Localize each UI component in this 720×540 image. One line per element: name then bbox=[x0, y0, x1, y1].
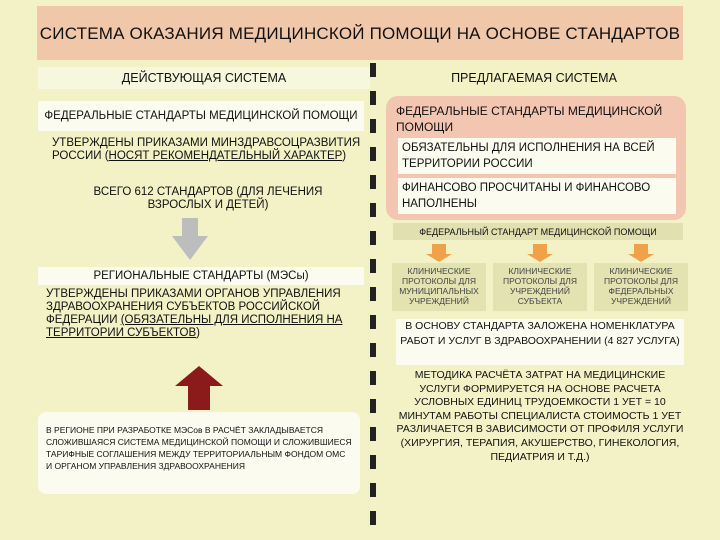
finance-text: ФИНАНСОВО ПРОСЧИТАНЫ И ФИНАНСОВО НАПОЛНЕНЫ bbox=[402, 182, 651, 210]
total-standards-text: ВСЕГО 612 СТАНДАРТОВ (ДЛЯ ЛЕЧЕНИЯ ВЗРОСЛЫХ И ДЕТЕЙ) bbox=[93, 186, 323, 211]
proposed-federal-title: ФЕДЕРАЛЬНЫЕ СТАНДАРТЫ МЕДИЦИНСКОЙ ПОМОЩИ bbox=[396, 104, 663, 134]
mandatory-regional-note: (ОБЯЗАТЕЛЬНЫ ДЛЯ ИСПОЛНЕНИЯ НА ТЕРРИТОРИИ СУБЪЕКТОВ bbox=[46, 314, 343, 339]
up-arrow-icon bbox=[175, 366, 223, 410]
federal-standards-title: ФЕДЕРАЛЬНЫЕ СТАНДАРТЫ МЕДИЦИНСКОЙ ПОМОЩИ bbox=[44, 110, 358, 122]
standard-basis-text: В ОСНОВУ СТАНДАРТА ЗАЛОЖЕНА НОМЕНКЛАТУРА РАБОТ И УСЛУГ В ЗДРАВООХРАНЕНИИ (4 827 УСЛУГА) bbox=[400, 320, 680, 347]
cost-method-text: МЕТОДИКА РАСЧЁТА ЗАТРАТ НА МЕДИЦИНСКИЕ УСЛУГИ ФОРМИРУЕТСЯ НА ОСНОВЕ РАСЧЕТА УСЛОВНЫХ ЕДИНИЦ ТРУДОЕМКОСТИ 1 УЕТ = 10 МИНУТАМ РАБОТЫ СПЕЦИАЛИСТА СТОИМОСТЬ 1 УЕТ РАЗЛИЧАЕТСЯ В ЗАВИСИМОСТИ ОТ ПРОФИЛЯ УСЛУГИ (ХИРУРГИЯ, ТЕРАПИЯ, АКУШЕРСТВО, ГИНЕКОЛОГИЯ, ПЕДИАТРИЯ И Т.Д.) bbox=[396, 369, 684, 463]
mandatory-text: ОБЯЗАТЕЛЬНЫ ДЛЯ ИСПОЛНЕНИЯ НА ВСЕЙ ТЕРРИТОРИИ РОССИИ bbox=[402, 142, 655, 170]
orange-arrow-center-icon bbox=[527, 244, 553, 262]
down-arrow-icon bbox=[172, 218, 208, 260]
recommendatory-note: НОСЯТ РЕКОМЕНДАТЕЛЬНЫЙ ХАРАКТЕР bbox=[108, 150, 343, 162]
approved-suffix: ) bbox=[342, 150, 347, 162]
orange-arrow-left-icon bbox=[426, 244, 452, 262]
regional-standards-title: РЕГИОНАЛЬНЫЕ СТАНДАРТЫ (МЭСы) bbox=[93, 270, 309, 282]
current-system-header: ДЕЙСТВУЮЩАЯ СИСТЕМА bbox=[38, 67, 370, 89]
orange-arrow-right-icon bbox=[628, 244, 654, 262]
protocol-federal: КЛИНИЧЕСКИЕ ПРОТОКОЛЫ ДЛЯ ФЕДЕРАЛЬНЫХ УЧРЕЖДЕНИЙ bbox=[594, 263, 688, 311]
regional-approved-suffix: ) bbox=[196, 327, 200, 339]
regional-approved-prefix: УТВЕРЖДЕНЫ ПРИКАЗАМИ ОРГАНОВ УПРАВЛЕНИЯ ЗДРАВООХРАНЕНИЯ СУБЪЕКТОВ РОССИЙСКОЙ ФЕДЕРАЦИИ bbox=[46, 288, 341, 326]
protocol-municipal: КЛИНИЧЕСКИЕ ПРОТОКОЛЫ ДЛЯ МУНИЦИПАЛЬНЫХ УЧРЕЖДЕНИЙ bbox=[392, 263, 486, 311]
federal-standard-label: ФЕДЕРАЛЬНЫЙ СТАНДАРТ МЕДИЦИНСКОЙ ПОМОЩИ bbox=[393, 223, 683, 240]
proposed-system-header: ПРЕДЛАГАЕМАЯ СИСТЕМА bbox=[451, 71, 617, 85]
page-title: СИСТЕМА ОКАЗАНИЯ МЕДИЦИНСКОЙ ПОМОЩИ НА ОСНОВЕ СТАНДАРТОВ bbox=[37, 6, 683, 60]
region-note-text: В РЕГИОНЕ ПРИ РАЗРАБОТКЕ МЭСов В РАСЧЁТ ЗАКЛАДЫВАЕТСЯ СЛОЖИВШАЯСЯ СИСТЕМА МЕДИЦИНСКОЙ ПОМОЩИ И СЛОЖИВШИЕСЯ ТАРИФНЫЕ СОГЛАШЕНИЯ МЕЖДУ ТЕРРИТОРИАЛЬНЫМ ФОНДОМ ОМС И ОРГАНОМ УПРАВЛЕНИЯ ЗДРАВООХРАНЕНИЯ bbox=[46, 425, 352, 471]
approved-prefix: УТВЕРЖДЕНЫ ПРИКАЗАМИ МИНЗДРАВСОЦРАЗВИТИЯ РОССИИ ( bbox=[52, 137, 361, 162]
protocol-subject: КЛИНИЧЕСКИЕ ПРОТОКОЛЫ ДЛЯ УЧРЕЖДЕНИЙ СУБЪЕКТА bbox=[493, 263, 587, 311]
